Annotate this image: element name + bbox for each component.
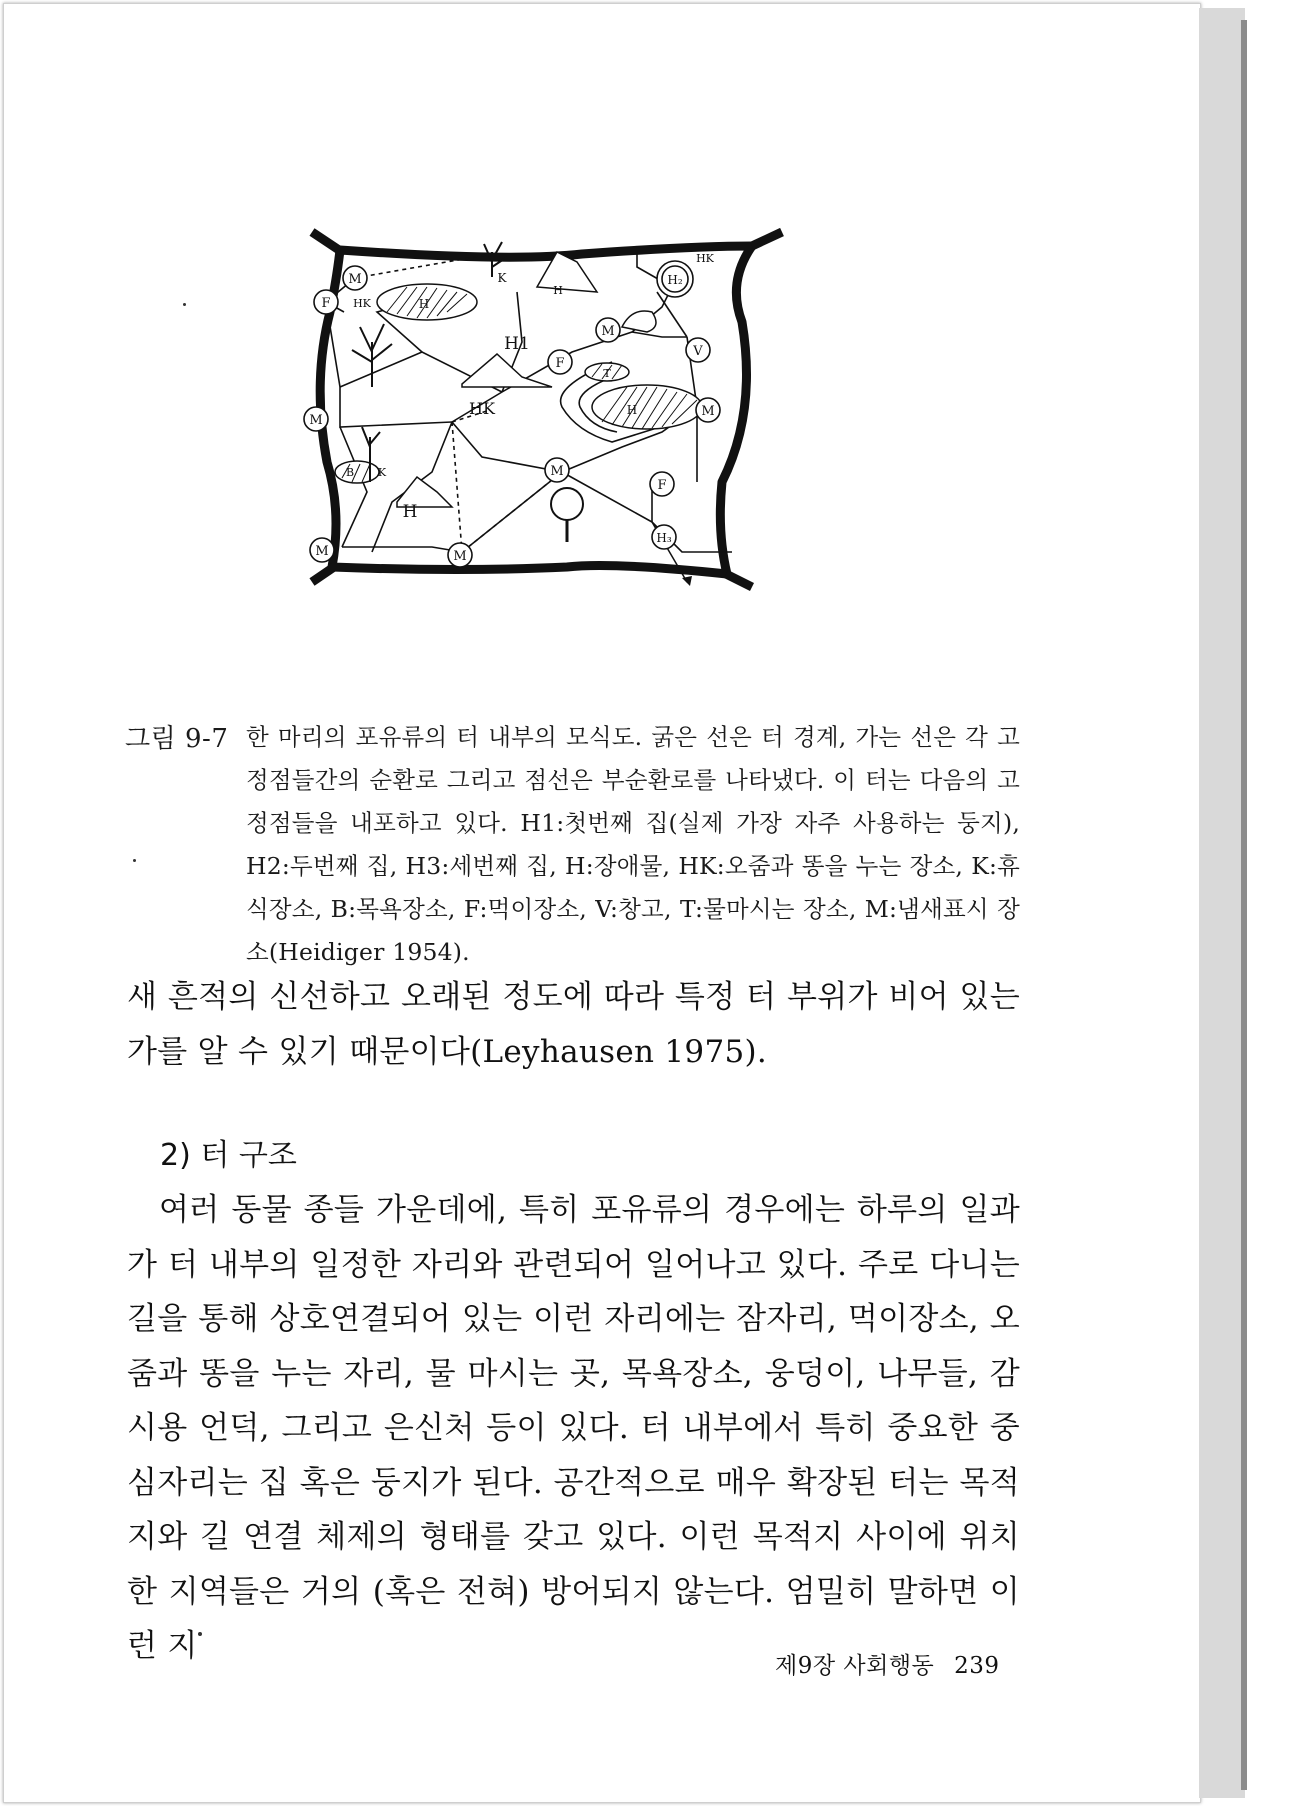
node-h1: H1 [504,334,530,354]
node-b-left: B [345,466,355,479]
boundary-corner-tl [312,232,342,252]
node-h-topleft: H [418,297,430,311]
node-f-lower-right: F [657,478,667,493]
figure-caption-label: 그림 9-7 [125,724,229,754]
node-hk-center: HK [469,399,495,418]
footer-page-number: 239 [954,1653,1000,1679]
obstacle-h-right [592,385,702,429]
page-edge-stack [1199,8,1245,1798]
page-footer [775,1647,999,1680]
body-paragraph-2: 여러 동물 종들 가운데에, 특히 포유류의 경우에는 하루의 일과가 터 내부의 일정한 자리와 관련되어 일어나고 있다. 주로 다니는 길을 통해 상호연결되어 있는 이런 자리에는 잠자리, 먹이장소, 오줌과 똥을 누는 자리, 물 마시는 곳, 목욕장소, 웅덩이, 나무들, 감시용 언덕, 그리고 은신처 등이 있다. 터 내부에서 특히 중요한 중심자리는 집 혹은 둥지가 된다. 공간적으로 매우 확장된 터는 목적지와 길 연결 체제의 형태를 갖고 있다. 이런 목적지 사이에 위치한 지역들은 거의 (혹은 전혀) 방어되지 않는다. 엄밀히 말하면 이런 지 [127,1192,1020,1664]
page-edge-shadow [1241,20,1247,1790]
scan-speck [183,303,186,306]
node-f-center: F [555,356,565,371]
node-hk-topleft: HK [353,297,371,310]
node-h3: H₃ [656,531,672,545]
node-h-topright: H [553,284,563,297]
boundary-corner-tr [752,232,782,246]
scan-speck [198,1632,202,1636]
node-h-right: H [626,403,638,417]
tree-round [551,488,583,520]
bush-right [622,311,656,332]
node-m-topleft: M [348,272,362,287]
footer-chapter: 제9장 사회행동 [775,1653,935,1679]
node-m-center: M [550,464,564,479]
node-m-upper-mid: M [601,324,615,339]
scan-speck [133,859,136,862]
node-m-right: M [701,404,715,419]
node-v-right: V [693,344,703,359]
node-h-lower: H [402,502,418,522]
figure-caption-text: 한 마리의 포유류의 터 내부의 모식도. 굵은 선은 터 경계, 가는 선은 각 고정점들간의 순환로 그리고 점선은 부순환로를 나타냈다. 이 터는 다음의 고정점들을 내포하고 있다. H1:첫번째 집(실제 가장 자주 사용하는 둥지), H2:두번째 집, H3:세번째 집, H:장애물, HK:오줌과 똥을 누는 장소, K:휴식장소, B:목욕장소, F:먹이장소, V:창고, T:물마시는 장소, M:냄새표시 장소(Heidiger 1954). [246,723,1020,966]
node-m-bottom: M [453,549,467,564]
section-heading: 2) 터 구조 [160,1138,297,1173]
boundary-corner-br [726,574,752,587]
node-m-bottom-left: M [315,544,329,559]
node-t-center: T [603,367,611,380]
node-k-left: K [377,466,387,479]
node-f-left: F [321,296,331,311]
tree-left [352,324,392,387]
node-hk-topright: HK [696,252,714,265]
body-paragraph-1: 새 흔적의 신선하고 오래된 정도에 따라 특정 터 부위가 비어 있는가를 알 수 있기 때문이다(Leyhausen 1975). [127,979,1020,1070]
territory-diagram [309,232,852,688]
obstacle-b [335,461,379,483]
boundary-corner-bl [312,567,334,582]
node-h2: H₂ [667,273,683,287]
node-k-top: K [497,271,507,285]
node-m-left: M [309,413,323,428]
